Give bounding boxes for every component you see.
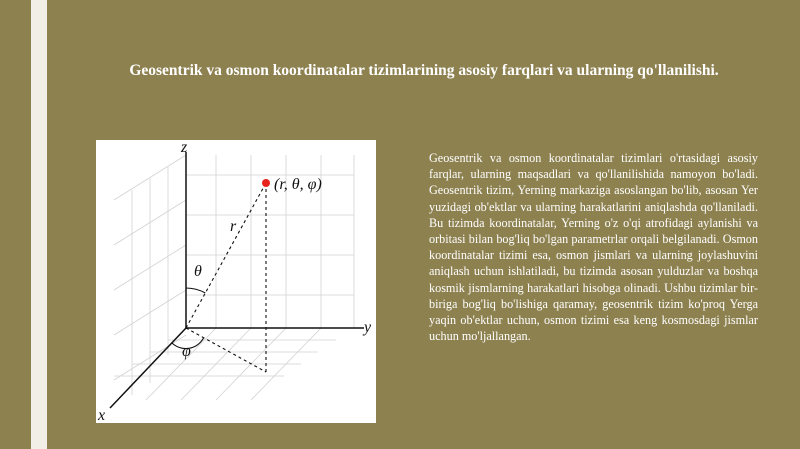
diagram-canvas: [96, 140, 376, 423]
z-axis-label: z: [181, 140, 188, 156]
spherical-coordinates-diagram: [96, 140, 376, 423]
body-paragraph: Geosentrik va osmon koordinatalar tizimlari o'rtasidagi asosiy farqlar, ularning maqsadlari va qo'llanilishida namoyon bo'ladi. Geosentrik tizim, Yerning markaziga asoslangan bo'lib, asosan Yer yuzidagi ob'ektlar va ularning harakatlarini aniqlashda qo'llaniladi. Bu tizimda koordinatalar, Yerning o'z o'qi atrofidagi aylanishi va orbitasi bilan bog'liq bo'lgan parametrlar orqali belgilanadi. Osmon koordinatalar tizimi esa, osmon jismlari va ularning joylashuvini aniqlash uchun ishlatiladi, bu tizimda asosan yulduzlar va boshqa kosmik jismlarning harakatlari hisobga olinadi. Ushbu tizimlar bir-biriga bog'liq bo'lishiga qaramay, geosentrik tizim ko'proq Yerga yaqin ob'ektlar uchun, osmon tizimi esa keng kosmosdagi jismlar uchun mo'ljallangan.: [429, 151, 758, 344]
radius-label: r: [230, 218, 237, 235]
angle-arcs: [172, 288, 205, 349]
slide-title: Geosentrik va osmon koordinatalar tizimlarining asosiy farqlari va ularning qo'llanilishi.: [129, 62, 719, 79]
y-axis-label: y: [364, 319, 372, 336]
x-axis-label: x: [98, 407, 106, 423]
projection-line: [186, 328, 266, 372]
point-marker: [262, 179, 270, 187]
x-axis: [110, 328, 186, 408]
radius-line: [186, 183, 266, 328]
theta-arc: [186, 288, 205, 293]
point-label: (r, θ, φ): [274, 176, 322, 193]
theta-label: θ: [194, 263, 202, 280]
decorative-stripe: [31, 0, 47, 449]
axes: [110, 152, 364, 408]
phi-label: φ: [182, 343, 191, 360]
